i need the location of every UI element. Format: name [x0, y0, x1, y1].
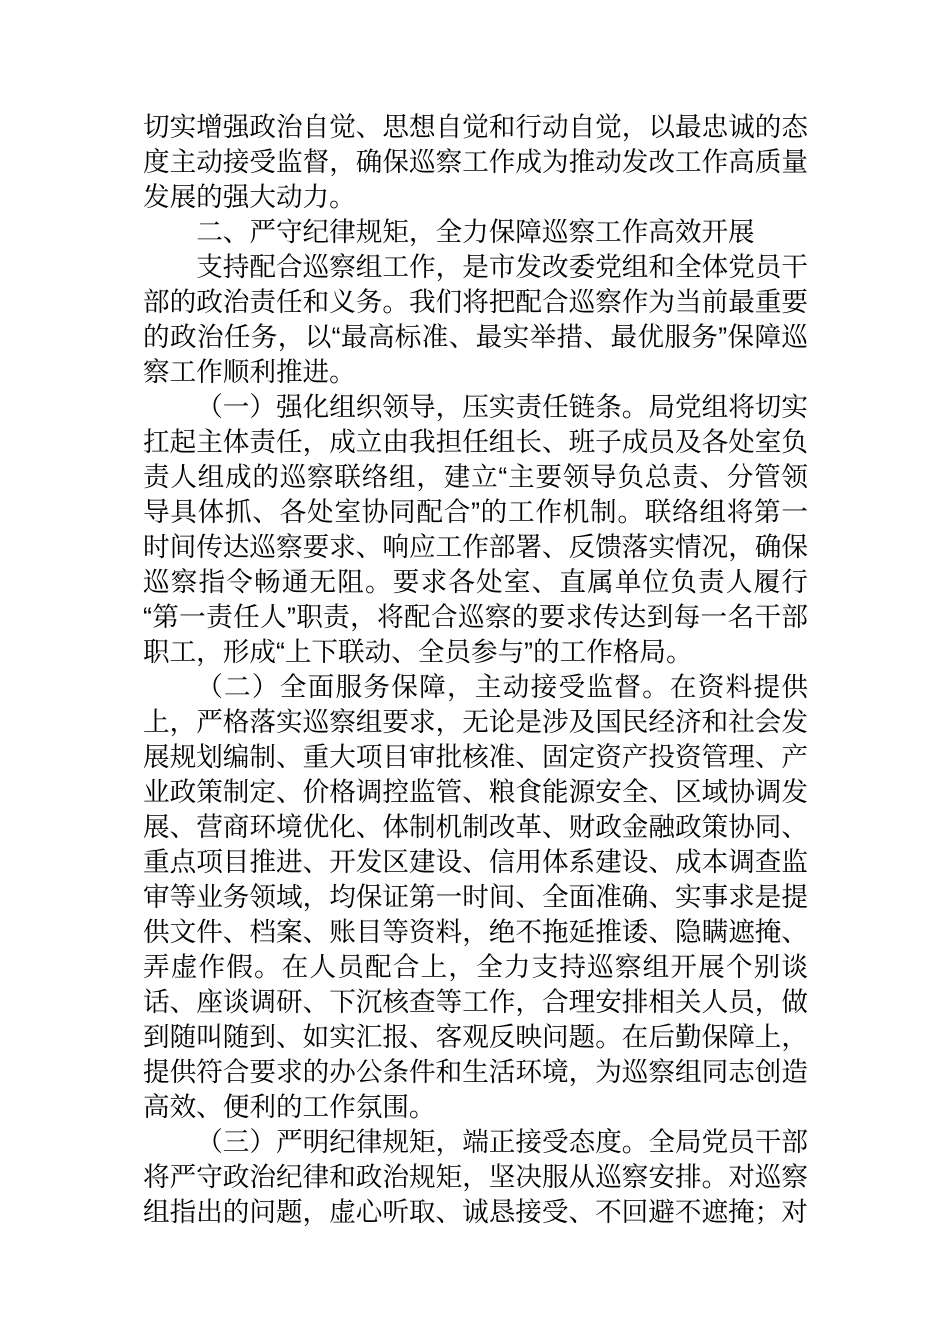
- paragraph-item-2: （二）全面服务保障，主动接受监督。在资料提供上，严格落实巡察组要求，无论是涉及国民经济和社会发展规划编制、重大项目审批核准、固定资产投资管理、产业政策制定、价格调控监管、粮食能源安全、区域协调发展、营商环境优化、体制机制改革、财政金融政策协同、重点项目推进、开发区建设、信用体系建设、成本调查监审等业务领域，均保证第一时间、全面准确、实事求是提供文件、档案、账目等资料，绝不拖延推诿、隐瞒遮掩、弄虚作假。在人员配合上，全力支持巡察组开展个别谈话、座谈调研、下沉核查等工作，合理安排相关人员，做到随叫随到、如实汇报、客观反映问题。在后勤保障上，提供符合要求的办公条件和生活环境，为巡察组同志创造高效、便利的工作氛围。: [143, 672, 808, 1122]
- paragraph-item-3-truncated: （三）严明纪律规矩，端正接受态度。全局党员干部将严守政治纪律和政治规矩，坚决服从巡察安排。对巡察组指出的问题，虚心听取、诚恳接受、不回避不遮掩；对: [143, 1127, 808, 1227]
- paragraph-item-1: （一）强化组织领导，压实责任链条。局党组将切实扛起主体责任，成立由我担任组长、班子成员及各处室负责人组成的巡察联络组，建立“主要领导负总责、分管领导具体抓、各处室协同配合”的工作机制。联络组将第一时间传达巡察要求、响应工作部署、反馈落实情况，确保巡察指令畅通无阻。要求各处室、直属单位负责人履行“第一责任人”职责，将配合巡察的要求传达到每一名干部职工，形成“上下联动、全员参与”的工作格局。: [143, 392, 808, 667]
- section-heading-2: 二、严守纪律规矩，全力保障巡察工作高效开展: [196, 217, 755, 247]
- document-text-block: [143, 110, 808, 1230]
- paragraph-continuation: 切实增强政治自觉、思想自觉和行动自觉，以最忠诚的态度主动接受监督，确保巡察工作成为推动发改工作高质量发展的强大动力。: [143, 112, 808, 212]
- paragraph-intro: 支持配合巡察组工作，是市发改委党组和全体党员干部的政治责任和义务。我们将把配合巡察作为当前最重要的政治任务，以“最高标准、最实举措、最优服务”保障巡察工作顺利推进。: [143, 252, 808, 387]
